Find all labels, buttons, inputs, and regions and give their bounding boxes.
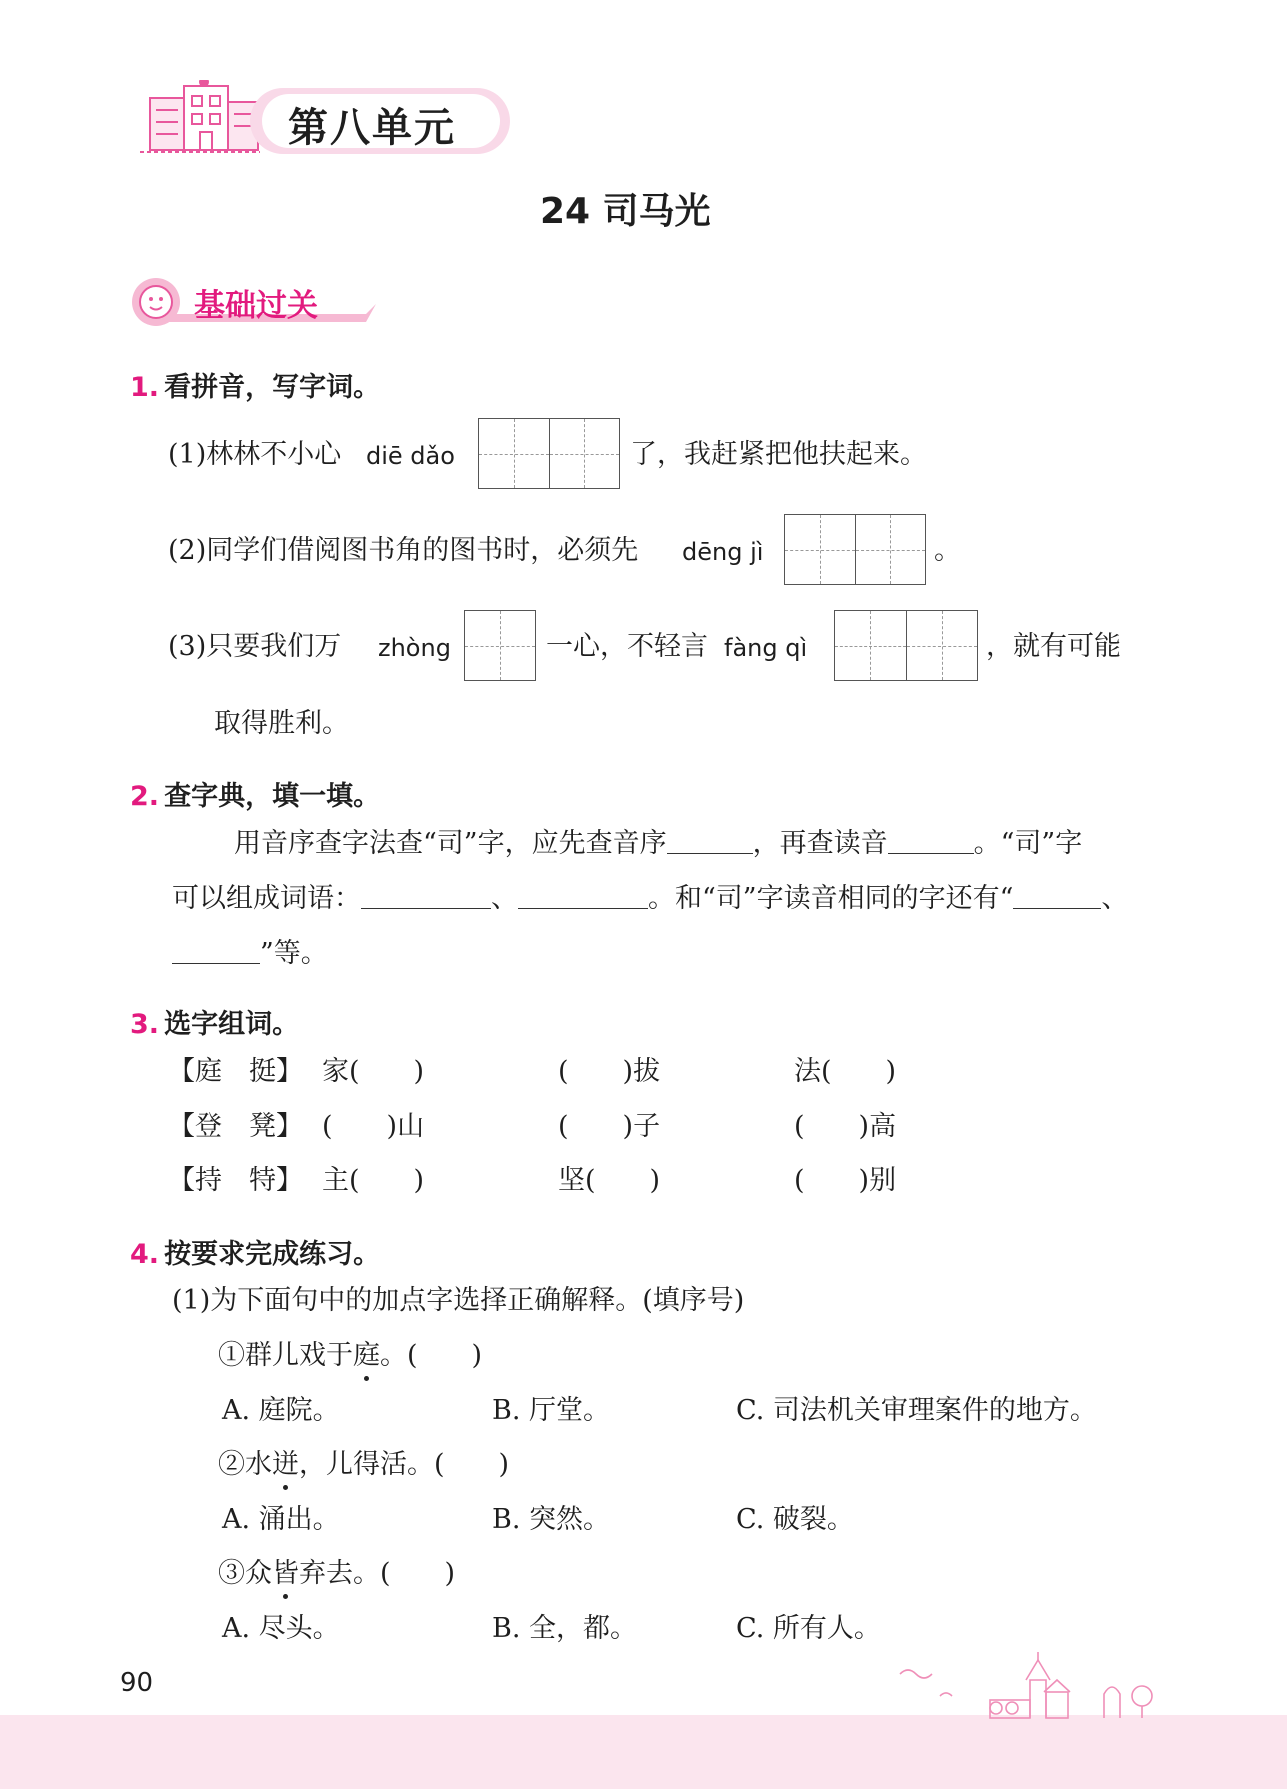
q2-l2-text-c: 。和“司”字读音相同的字还有“ [648,883,1014,914]
q3-row-3-b[interactable]: 坚( ) [558,1165,661,1196]
q3-heading [130,1002,299,1041]
q4-item-3-option-c: C. 所有人。 [736,1613,881,1644]
blank-word-2[interactable] [518,884,648,909]
q3-row-2-group: 【登 凳】 [168,1111,303,1142]
q4-item-2-sentence [218,1451,509,1478]
writing-cell[interactable] [835,611,907,680]
q3-row-2-a[interactable]: ( )山 [322,1111,425,1142]
q1-s2-pinyin: dēng jì [682,538,764,566]
q2-l3-text: ”等。 [260,938,328,969]
blank-homophone-2[interactable] [172,939,260,964]
section-title: 基础过关 [194,288,318,324]
q1-s1-suffix: 了，我赶紧把他扶起来。 [630,439,927,470]
q3-row-3-group: 【持 特】 [168,1165,303,1196]
q4-item-2-option-a: A. 涌出。 [222,1504,340,1535]
q2-l1-text-c: 。“司”字 [973,828,1083,859]
q1-s3-mid: 一心，不轻言 [546,631,708,662]
q2-heading [130,774,380,813]
q4-item-1-pre: ①群儿戏于 [218,1340,353,1371]
blank-initial[interactable] [667,829,753,854]
castle-illustration [880,1650,1170,1720]
q3-row-2-c[interactable]: ( )高 [794,1111,897,1142]
q1-s1-pinyin: diē dǎo [366,442,455,470]
writing-cell[interactable] [550,419,620,488]
q4-item-1-sentence [218,1342,482,1369]
q1-s2-suffix: 。 [934,535,961,566]
q1-s3-prefix: (3)只要我们万 [168,631,342,662]
writing-cell[interactable] [479,419,550,488]
writing-cell[interactable] [856,515,926,584]
q2-l2-text-b: 、 [491,883,518,914]
q3-row-1-group: 【庭 挺】 [168,1056,303,1087]
footer-band [0,1715,1287,1789]
q4-item-2-dotted-char: 迸 [272,1449,299,1480]
blank-word-1[interactable] [361,884,491,909]
lesson-title: 24 司马光 [540,191,711,232]
q4-item-1-option-a: A. 庭院。 [222,1395,340,1426]
blank-homophone-1[interactable] [1013,884,1101,909]
q4-item-2-option-c: C. 破裂。 [736,1504,854,1535]
q3-number: 3. [130,1009,160,1040]
q4-number: 4. [130,1239,160,1270]
q4-heading [130,1232,380,1271]
q4-title: 按要求完成练习。 [164,1239,381,1270]
q4-item-1-option-b: B. 厅堂。 [492,1395,611,1426]
q4-item-3-pre: ③众 [218,1558,272,1589]
q4-item-2-post[interactable]: ，儿得活。( ) [299,1449,510,1480]
q3-row-1-a[interactable]: 家( ) [322,1056,425,1087]
writing-cell[interactable] [785,515,856,584]
q2-l1-text-a: 用音序查字法查“司”字，应先查音序 [234,828,667,859]
q1-s2-writing-grid[interactable] [784,514,926,585]
q4-item-3-sentence [218,1560,455,1587]
q4-item-1-dotted-char: 庭 [353,1340,380,1371]
q3-row-3-c[interactable]: ( )别 [794,1165,897,1196]
q4-item-2-option-b: B. 突然。 [492,1504,611,1535]
writing-cell[interactable] [465,611,535,680]
q2-title: 查字典，填一填。 [164,781,381,812]
q4-sub-instruction: (1)为下面句中的加点字选择正确解释。(填序号) [172,1285,745,1316]
q4-item-1-post[interactable]: 。( ) [380,1340,483,1371]
q2-line-2 [172,884,1128,912]
q1-s3-writing-grid-1[interactable] [464,610,536,681]
q1-s3-pinyin1: zhòng [378,634,451,662]
q3-row-3-a[interactable]: 主( ) [322,1165,425,1196]
q4-item-3-post[interactable]: 弃去。( ) [299,1558,456,1589]
q2-number: 2. [130,781,160,812]
q1-heading [130,365,380,404]
q4-item-1-option-c: C. 司法机关审理案件的地方。 [736,1395,1097,1426]
q1-s3-writing-grid-2[interactable] [834,610,978,681]
q2-l1-text-b: ，再查读音 [752,828,888,859]
q4-item-2-pre: ②水 [218,1449,272,1480]
writing-cell[interactable] [907,611,978,680]
unit-title: 第八单元 [288,105,456,151]
q4-item-3-dotted-char: 皆 [272,1558,299,1589]
q3-title: 选字组词。 [164,1009,300,1040]
q1-number: 1. [130,372,160,403]
q4-item-3-option-a: A. 尽头。 [222,1613,340,1644]
q2-l2-text-a: 可以组成词语： [172,883,361,914]
page-number: 90 [120,1668,154,1698]
q1-s1-writing-grid[interactable] [478,418,620,489]
q1-s3-pinyin2: fàng qì [724,634,808,662]
q1-s3-continuation: 取得胜利。 [214,708,349,739]
q1-s1-prefix: (1)林林不小心 [168,439,342,470]
q1-title: 看拼音，写字词。 [164,372,381,403]
blank-reading[interactable] [888,829,974,854]
q2-line-3 [172,939,328,967]
q2-line-1 [234,829,1082,857]
q1-s2-prefix: (2)同学们借阅图书角的图书时，必须先 [168,535,639,566]
q4-item-3-option-b: B. 全，都。 [492,1613,638,1644]
q3-row-1-c[interactable]: 法( ) [794,1056,897,1087]
q3-row-1-b[interactable]: ( )拔 [558,1056,661,1087]
q1-s3-suffix: ，就有可能 [986,631,1121,662]
q2-l2-text-d: 、 [1101,883,1129,914]
q3-row-2-b[interactable]: ( )子 [558,1111,661,1142]
